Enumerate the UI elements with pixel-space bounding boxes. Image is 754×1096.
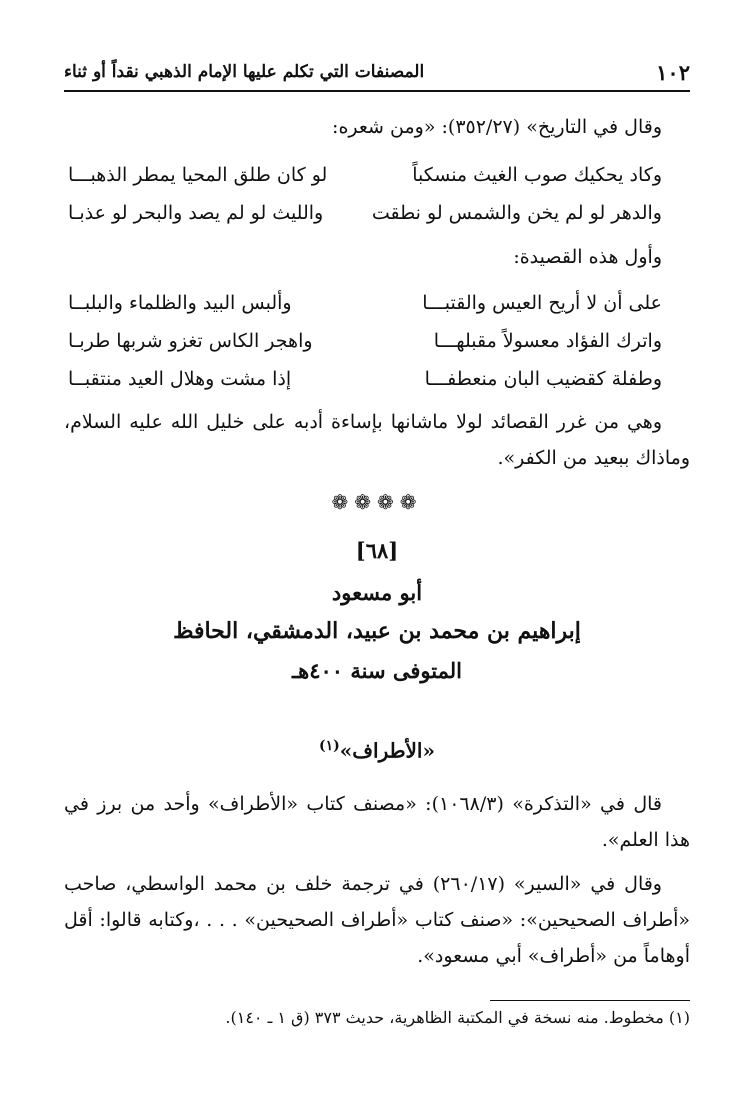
entry-death-date: المتوفى سنة ٤٠٠هـ <box>292 658 462 683</box>
intro-line: وقال في التاريخ» (٣٥٢/٢٧): «ومن شعره: <box>332 116 662 138</box>
verse-3-second-hemistich: وألبس البيد والظلماء والبلبــا <box>68 292 292 314</box>
verse-4-second-hemistich: واهجر الكاس تغزو شربها طربـا <box>68 330 313 352</box>
entry-full-name: إبراهيم بن محمد بن عبيد، الدمشقي، الحافظ <box>173 618 581 644</box>
verse-4-first-hemistich: واترك الفؤاد معسولاً مقبلهـــا <box>433 330 662 352</box>
verse-3-first-hemistich: على أن لا أريح العيس والقتبـــا <box>422 292 662 314</box>
page-header <box>64 58 690 92</box>
entry-kunya: أبو مسعود <box>331 580 423 605</box>
paragraph-tadhkira: قال في «التذكرة» (١٠٦٨/٣): «مصنف كتاب «الأطراف» وأحد من برز في هذا العلم». <box>64 793 690 851</box>
footnote: (١) مخطوط. منه نسخة في المكتبة الظاهرية، حديث ٣٧٣ (ق ١ ـ ١٤٠). <box>225 1008 690 1027</box>
entry-number: [٦٨] <box>355 538 399 563</box>
paragraph-siyar: وقال في «السير» (٢٦٠/١٧) في ترجمة خلف بن محمد الواسطي، صاحب «أطراف الصحيحين»: «صنف كتاب «أطراف الصحيحين» . . . ،وكتابه قالوا: أقل أوهاماً من «أطراف» أبي مسعود». <box>64 873 690 967</box>
verse-5-second-hemistich: إذا مشت وهلال العيد منتقبــا <box>68 368 292 390</box>
section-separator: ❁❁❁❁ <box>331 490 423 514</box>
work-title-line <box>0 738 754 763</box>
verse-1-first-hemistich: وكاد يحكيك صوب الغيث منسكباً <box>412 164 662 186</box>
verse-5-first-hemistich: وطفلة كقضيب البان منعطفـــا <box>424 368 662 390</box>
verse-2-first-hemistich: والدهر لو لم يخن والشمس لو نطقت <box>371 202 662 224</box>
verse-1-second-hemistich: لو كان طلق المحيا يمطر الذهبـــا <box>68 164 328 186</box>
page-number: ١٠٢ <box>656 60 690 85</box>
qasida-intro: وأول هذه القصيدة: <box>513 246 662 268</box>
header-rule <box>64 90 690 92</box>
verse-2-second-hemistich: والليث لو لم يصد والبحر لو عذبـا <box>68 202 324 224</box>
commentary-paragraph: وهي من غرر القصائد لولا ماشانها بإساءة أدبه على خليل الله عليه السلام، وماذاك ببعيد من الكفر». <box>64 411 690 469</box>
footnote-rule <box>490 1000 690 1001</box>
footnote-ref: (١) <box>319 738 340 754</box>
work-title: «الأطراف» <box>339 738 435 763</box>
running-title: المصنفات التي تكلم عليها الإمام الذهبي نقداً أو ثناء <box>64 62 425 82</box>
